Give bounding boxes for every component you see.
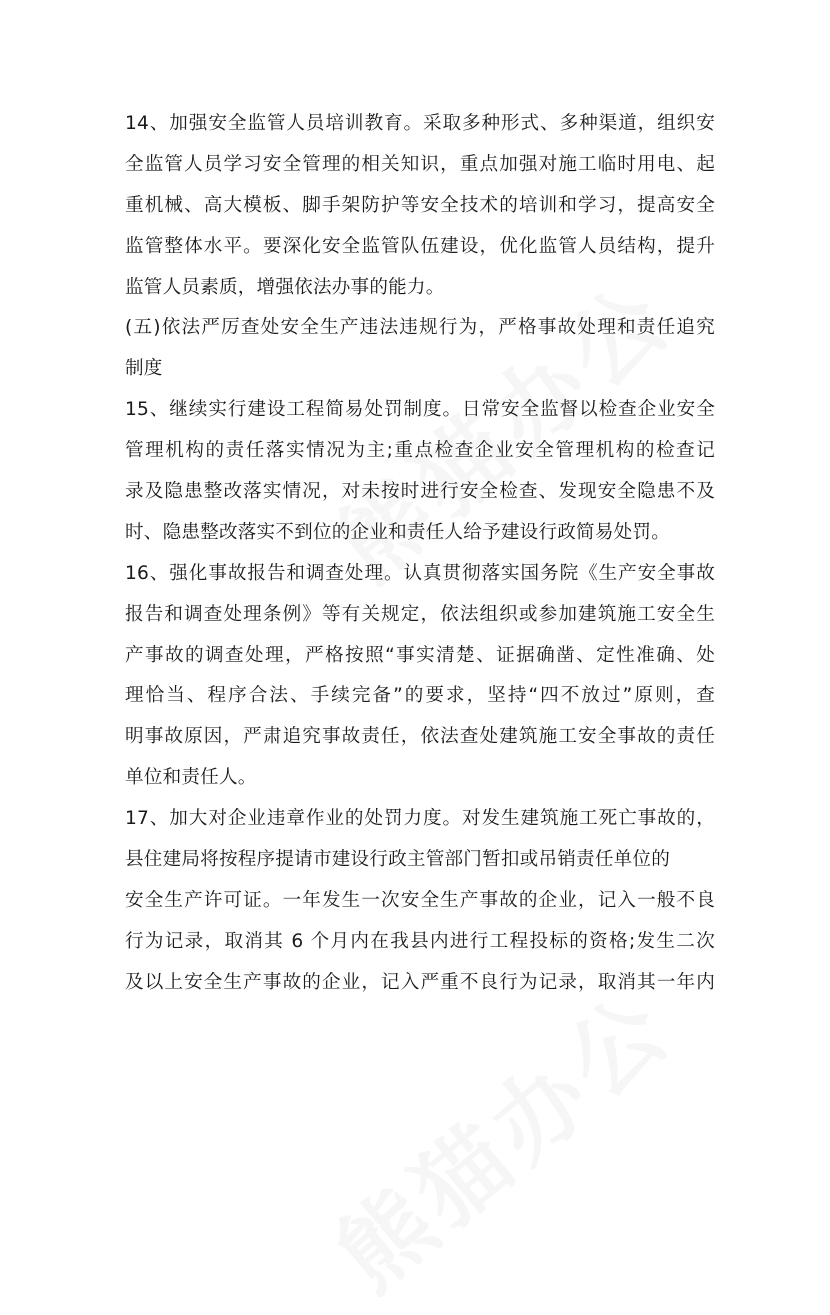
text-line: 监管整体水平。要深化安全监管队伍建设，优化监管人员结构，提升 bbox=[125, 235, 715, 257]
text-line: 监管人员素质，增强依法办事的能力。 bbox=[125, 276, 445, 298]
text-line: 重机械、高大模板、脚手架防护等安全技术的培训和学习，提高安全 bbox=[125, 194, 715, 216]
text-line: 17、加大对企业违章作业的处罚力度。对发生建筑施工死亡事故的， bbox=[125, 808, 715, 830]
watermark bbox=[304, 957, 695, 1315]
text-line: 报告和调查处理条例》等有关规定，依法组织或参加建筑施工安全生 bbox=[125, 603, 715, 625]
document-body bbox=[125, 104, 715, 1004]
text-line: 产事故的调查处理，严格按照“事实清楚、证据确凿、定性准确、处 bbox=[125, 644, 715, 666]
text-line: 行为记录，取消其 6 个月内在我县内进行工程投标的资格;发生二次 bbox=[125, 930, 715, 952]
text-line: 全监管人员学习安全管理的相关知识，重点加强对施工临时用电、起 bbox=[125, 153, 715, 175]
text-line: 管理机构的责任落实情况为主;重点检查企业安全管理机构的检查记 bbox=[125, 440, 715, 462]
text-line: 理恰当、程序合法、手续完备”的要求，坚持“四不放过”原则，查 bbox=[125, 685, 715, 707]
text-line: 县住建局将按程序提请市建设行政主管部门暂扣或吊销责任单位的 bbox=[125, 849, 671, 871]
text-line: 单位和责任人。 bbox=[125, 767, 257, 789]
text-line: 15、继续实行建设工程简易处罚制度。日常安全监督以检查企业安全 bbox=[125, 399, 715, 421]
text-line: 时、隐患整改落实不到位的企业和责任人给予建设行政简易处罚。 bbox=[125, 521, 671, 543]
text-line: 明事故原因，严肃追究事故责任，依法查处建筑施工安全事故的责任 bbox=[125, 726, 715, 748]
text-line: 录及隐患整改落实情况，对未按时进行安全检查、发现安全隐患不及 bbox=[125, 481, 715, 503]
text-line: 及以上安全生产事故的企业，记入严重不良行为记录，取消其一年内 bbox=[125, 971, 715, 993]
section-heading-line: (五)依法严厉查处安全生产违法违规行为，严格事故处理和责任追究 bbox=[125, 317, 715, 339]
text-line: 14、加强安全监管人员培训教育。采取多种形式、多种渠道，组织安 bbox=[125, 113, 715, 134]
text-line: 安全生产许可证。一年发生一次安全生产事故的企业，记入一般不良 bbox=[125, 889, 715, 911]
section-heading-line: 制度 bbox=[125, 358, 163, 380]
text-line: 16、强化事故报告和调查处理。认真贯彻落实国务院《生产安全事故 bbox=[125, 562, 715, 584]
